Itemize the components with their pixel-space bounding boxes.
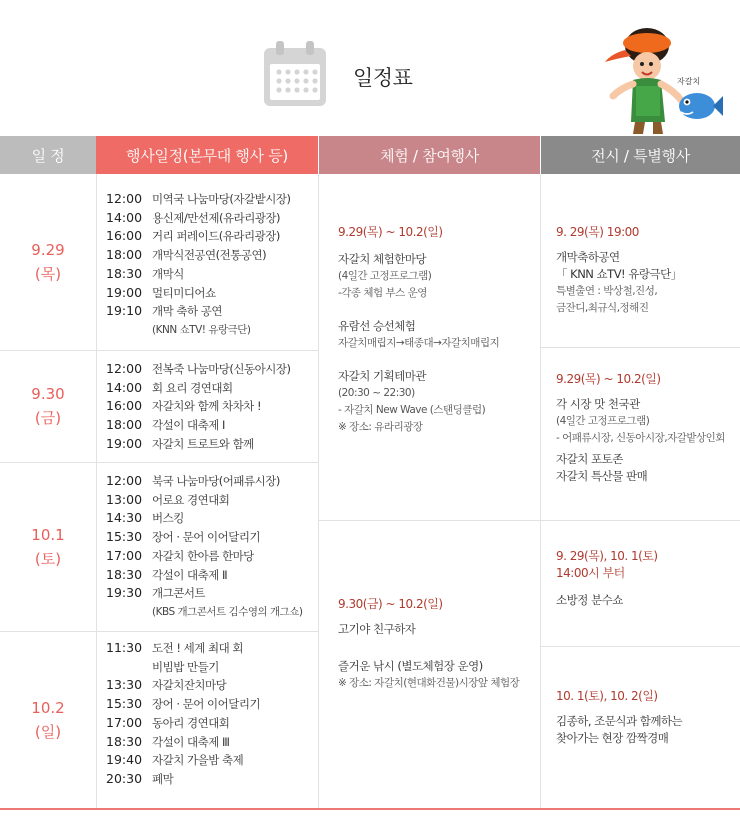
schedule-item bbox=[106, 733, 260, 752]
date-label: 10.2 bbox=[31, 698, 65, 717]
schedule-activity: 어로요 경연대회 bbox=[152, 492, 230, 507]
mascot-illustration bbox=[603, 24, 723, 136]
schedule-time: 18:30 bbox=[106, 733, 143, 749]
schedule-activity: 자갈치 트로트와 함께 bbox=[152, 436, 254, 451]
schedule-activity: 도전 ! 세계 최대 회 bbox=[152, 641, 243, 655]
schedule-item bbox=[106, 566, 303, 585]
exhibition-detail: 금잔디,최규식,정해진 bbox=[556, 302, 649, 314]
schedule-activity: 용신제/만선제(유라리광장) bbox=[152, 210, 281, 225]
schedule-item bbox=[106, 491, 303, 510]
experience-period: 9.30(금) ~ 10.2(일) bbox=[338, 597, 443, 611]
date-cell bbox=[0, 350, 96, 462]
schedule-activity: 장어 · 문어 이어달리기 bbox=[152, 530, 261, 545]
row-divider bbox=[540, 347, 740, 348]
schedule-time: 19:00 bbox=[106, 284, 143, 300]
experience-title: 즐거운 낚시 (별도체험장 운영) bbox=[338, 659, 483, 673]
schedule-activity: 거리 퍼레이드(유라리광장) bbox=[152, 229, 280, 244]
schedule-activity: 개막 축하 공연 bbox=[152, 304, 222, 319]
date-cell bbox=[0, 174, 96, 350]
exhibition-period: 10. 1(토), 10. 2(일) bbox=[556, 689, 658, 703]
schedule-time: 15:30 bbox=[106, 529, 143, 545]
schedule-item bbox=[106, 472, 303, 491]
schedule-activity: 자갈치잔치마당 bbox=[152, 678, 227, 693]
schedule-item bbox=[106, 209, 290, 228]
schedule-activity: 비빔밥 만들기 bbox=[152, 659, 219, 674]
experience-title: 자갈치 체험한마당 bbox=[338, 252, 427, 266]
page-title: 일정표 bbox=[353, 66, 413, 90]
schedule-item bbox=[106, 379, 290, 398]
column-divider bbox=[540, 174, 541, 808]
experience-detail: 자갈치매립지→태종대→자갈치매립지 bbox=[338, 337, 500, 349]
schedule-activity: 전복죽 나눔마당(신동아시장) bbox=[152, 362, 291, 376]
schedule-time: 18:30 bbox=[106, 265, 143, 281]
exhibition-detail: 김종하, 조문식과 함께하는 bbox=[556, 714, 683, 728]
schedule-item bbox=[106, 190, 290, 209]
schedule-time: 17:00 bbox=[106, 714, 143, 730]
schedule-activity: 각설이 대축제 Ⅱ bbox=[152, 567, 228, 582]
experience-block bbox=[338, 224, 499, 436]
schedule-time: 19:40 bbox=[106, 752, 143, 768]
schedule-time: 12:00 bbox=[106, 191, 143, 206]
schedule-time: 16:00 bbox=[106, 228, 143, 244]
schedule-activity: 북국 나눔마당(어패류시장) bbox=[152, 474, 280, 488]
experience-detail: ※ 장소: 자갈치(현대화건물)시장앞 체험장 bbox=[338, 677, 520, 689]
schedule-time: 14:00 bbox=[106, 379, 143, 395]
schedule-time: 14:00 bbox=[106, 209, 143, 225]
schedule-item bbox=[106, 435, 290, 454]
experience-title: 고기야 친구하자 bbox=[338, 622, 416, 636]
exhibition-title: 소방정 분수쇼 bbox=[556, 593, 623, 607]
schedule-list bbox=[106, 472, 303, 622]
header-experience: 체험 / 참여행사 bbox=[318, 136, 540, 174]
exhibition-title: 각 시장 맛 천국관 bbox=[556, 397, 640, 411]
weekday-label: (토) bbox=[34, 549, 62, 568]
exhibition-period: 9.29(목) ~ 10.2(일) bbox=[556, 372, 661, 386]
exhibition-period: 9. 29(목), 10. 1(토) bbox=[556, 549, 658, 563]
schedule-list bbox=[106, 639, 260, 789]
experience-detail: -각종 체험 부스 운영 bbox=[338, 287, 427, 299]
schedule-time: 20:30 bbox=[106, 770, 143, 786]
column-divider bbox=[96, 174, 97, 808]
exhibition-block bbox=[556, 224, 682, 317]
experience-block bbox=[338, 596, 519, 692]
schedule-item bbox=[106, 639, 260, 658]
schedule-item bbox=[106, 360, 290, 379]
header-date: 일 정 bbox=[0, 136, 96, 174]
exhibition-title: 자갈치 특산물 판매 bbox=[556, 469, 648, 483]
schedule-time bbox=[106, 658, 152, 677]
schedule-item bbox=[106, 528, 303, 547]
experience-detail: (20:30 ~ 22:30) bbox=[338, 387, 415, 399]
bottom-rule bbox=[0, 808, 740, 810]
exhibition-block bbox=[556, 548, 658, 609]
experience-detail: (4일간 고정프로그램) bbox=[338, 270, 432, 282]
schedule-item bbox=[106, 695, 260, 714]
header-events: 행사일정(본무대 행사 등) bbox=[96, 136, 318, 174]
exhibition-detail: 찾아가는 현장 깜짝경매 bbox=[556, 731, 669, 745]
schedule-item bbox=[106, 547, 303, 566]
schedule-activity: (KNN 쇼TV! 유랑극단) bbox=[152, 323, 251, 336]
schedule-activity: 개막식 bbox=[152, 266, 184, 281]
schedule-item bbox=[106, 227, 290, 246]
schedule-activity: 장어 · 문어 이어달리기 bbox=[152, 697, 261, 712]
schedule-activity: 자갈치와 함께 차차차 ! bbox=[152, 399, 262, 414]
schedule-time: 13:00 bbox=[106, 491, 143, 507]
schedule-time bbox=[106, 321, 152, 340]
schedule-item bbox=[106, 603, 303, 622]
schedule-activity: 자갈치 한아름 한마당 bbox=[152, 548, 254, 563]
date-cell bbox=[0, 462, 96, 631]
exhibition-detail: 특별출연 : 박상철,진성, bbox=[556, 285, 658, 297]
schedule-item bbox=[106, 284, 290, 303]
schedule-item bbox=[106, 416, 290, 435]
exhibition-period: 14:00시 부터 bbox=[556, 566, 625, 580]
date-label: 9.29 bbox=[31, 241, 65, 259]
schedule-activity: 자갈치 가을밤 축제 bbox=[152, 753, 244, 768]
schedule-list bbox=[106, 190, 290, 340]
schedule-activity: 미역국 나눔마당(자갈밭시장) bbox=[152, 192, 291, 206]
exhibition-detail: (4일간 고정프로그램) bbox=[556, 415, 650, 427]
schedule-time: 18:00 bbox=[106, 417, 143, 433]
schedule-item bbox=[106, 751, 260, 770]
schedule-activity: 멀티미디어쇼 bbox=[152, 285, 216, 300]
schedule-time: 18:30 bbox=[106, 566, 143, 582]
date-label: 9.30 bbox=[31, 385, 65, 403]
schedule-list bbox=[106, 360, 290, 454]
schedule-item bbox=[106, 397, 290, 416]
schedule-item bbox=[106, 265, 290, 284]
exhibition-period: 9. 29(목) 19:00 bbox=[556, 225, 639, 239]
weekday-label: (목) bbox=[34, 265, 62, 283]
experience-detail: ※ 장소: 유라리광장 bbox=[338, 421, 423, 433]
experience-title: 유람선 승선체험 bbox=[338, 319, 416, 333]
schedule-activity: 개막식전공연(전통공연) bbox=[152, 248, 267, 263]
exhibition-detail: 「 KNN 쇼TV! 유랑극단」 bbox=[556, 267, 682, 281]
schedule-activity: 각설이 대축제 Ⅰ bbox=[152, 418, 225, 433]
schedule-activity: (KBS 개그콘서트 김수영의 개그쇼) bbox=[152, 605, 303, 618]
schedule-item bbox=[106, 246, 290, 265]
exhibition-block bbox=[556, 688, 682, 747]
schedule-activity: 버스킹 bbox=[152, 511, 184, 526]
schedule-activity: 개그콘서트 bbox=[152, 586, 206, 601]
weekday-label: (일) bbox=[34, 722, 62, 741]
row-divider bbox=[318, 520, 540, 521]
schedule-activity: 동아리 경연대회 bbox=[152, 715, 230, 730]
weekday-label: (금) bbox=[34, 409, 62, 427]
schedule-time: 17:00 bbox=[106, 547, 143, 563]
schedule-time bbox=[106, 603, 152, 622]
exhibition-title: 개막축하공연 bbox=[556, 250, 620, 264]
schedule-time: 11:30 bbox=[106, 640, 143, 655]
calendar-icon bbox=[262, 40, 328, 108]
schedule-item bbox=[106, 658, 260, 677]
schedule-activity: 회 요리 경연대회 bbox=[152, 380, 233, 395]
experience-detail: - 자갈치 New Wave (스탠딩클럽) bbox=[338, 404, 486, 416]
exhibition-title: 자갈치 포토존 bbox=[556, 452, 623, 466]
schedule-item bbox=[106, 676, 260, 695]
schedule-activity: 폐막 bbox=[152, 771, 174, 786]
column-divider bbox=[318, 174, 319, 808]
schedule-item bbox=[106, 302, 290, 321]
schedule-time: 12:00 bbox=[106, 361, 143, 376]
schedule-header-row bbox=[0, 136, 740, 174]
schedule-activity: 각설이 대축제 Ⅲ bbox=[152, 734, 230, 749]
schedule-time: 18:00 bbox=[106, 247, 143, 263]
row-divider bbox=[540, 520, 740, 521]
experience-period: 9.29(목) ~ 10.2(일) bbox=[338, 225, 443, 239]
date-label: 10.1 bbox=[31, 525, 65, 544]
svg-text:자갈치: 자갈치 bbox=[677, 77, 701, 86]
experience-title: 자갈치 기획테마관 bbox=[338, 369, 427, 383]
schedule-time: 16:00 bbox=[106, 398, 143, 414]
schedule-item bbox=[106, 321, 290, 340]
date-cell bbox=[0, 631, 96, 808]
exhibition-detail: - 어패류시장, 신동아시장,자갈밭상인회 bbox=[556, 432, 725, 444]
schedule-time: 15:30 bbox=[106, 696, 143, 712]
schedule-item bbox=[106, 714, 260, 733]
schedule-item bbox=[106, 584, 303, 603]
header-exhibition: 전시 / 특별행사 bbox=[540, 136, 740, 174]
schedule-time: 19:30 bbox=[106, 585, 143, 601]
schedule-time: 14:30 bbox=[106, 510, 143, 526]
schedule-time: 12:00 bbox=[106, 473, 143, 488]
title-area bbox=[0, 0, 740, 136]
schedule-time: 19:00 bbox=[106, 435, 143, 451]
schedule-time: 19:10 bbox=[106, 303, 143, 319]
row-divider bbox=[540, 646, 740, 647]
exhibition-block bbox=[556, 371, 725, 485]
schedule-item bbox=[106, 509, 303, 528]
schedule-time: 13:30 bbox=[106, 677, 143, 693]
schedule-item bbox=[106, 770, 260, 789]
